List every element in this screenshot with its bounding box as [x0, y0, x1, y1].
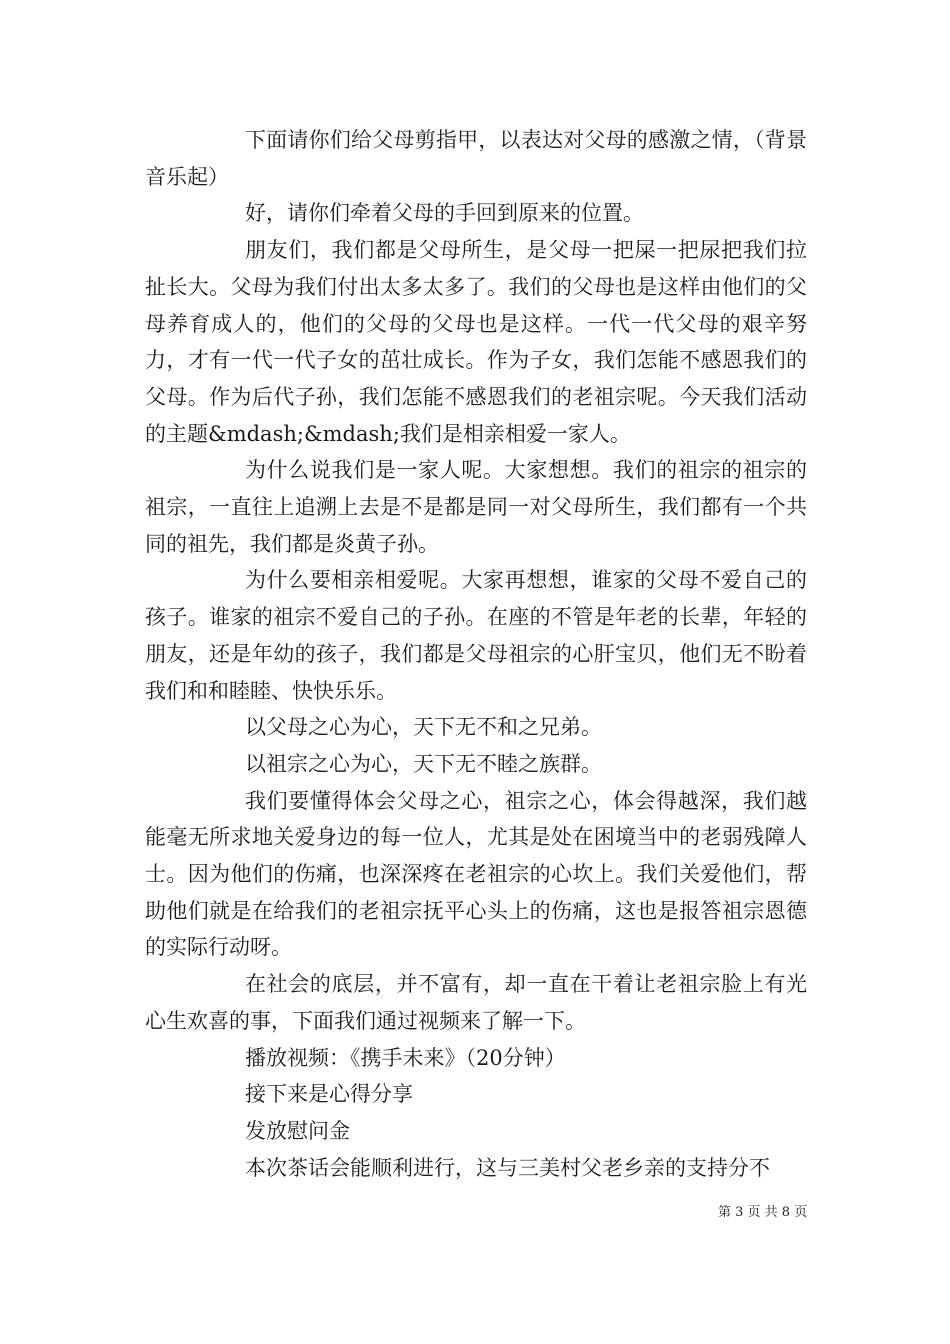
page-number-footer: 第 3 页 共 8 页: [718, 1205, 808, 1220]
paragraph: 本次茶话会能顺利进行，这与三美村父老乡亲的支持分不: [245, 1155, 770, 1180]
paragraph: 下面请你们给父母剪指甲，以表达对父母的感激之情，（背景音乐起）: [145, 128, 807, 189]
paragraph: 朋友们，我们都是父母所生，是父母一把屎一把尿把我们拉扯长大。父母为我们付出太多太多了。我们的父母也是这样由他们的父母养育成人的，他们的父母的父母也是这样。一代一代父母的艰辛努力，才有一代一代子女的茁壮成长。作为子女，我们怎能不感恩我们的父母。作为后代子孙，我们怎能不感恩我们的老祖宗呢。今天我们活动的主题&mdash;&mdash;我们是相亲相爱一家人。: [145, 238, 807, 446]
paragraph: 以父母之心为心，天下无不和之兄弟。: [245, 715, 602, 740]
paragraph: 为什么要相亲相爱呢。大家再想想，谁家的父母不爱自己的孩子。谁家的祖宗不爱自己的子孙。在座的不管是年老的长辈，年轻的朋友，还是年幼的孩子，我们都是父母祖宗的心肝宝贝，他们无不盼着我们和和睦睦、快快乐乐。: [145, 568, 807, 703]
paragraph: 好，请你们牵着父母的手回到原来的位置。: [245, 201, 644, 226]
paragraph: 播放视频：《携手未来》（20分钟）: [245, 1045, 566, 1070]
paragraph: 我们要懂得体会父母之心，祖宗之心，体会得越深，我们越能毫无所求地关爱身边的每一位人，尤其是处在困境当中的老弱残障人士。因为他们的伤痛，也深深疼在老祖宗的心坎上。我们关爱他们，帮助他们就是在给我们的老祖宗抚平心头上的伤痛，这也是报答祖宗恩德的实际行动呀。: [145, 788, 807, 960]
paragraph: 在社会的底层，并不富有，却一直在干着让老祖宗脸上有光心生欢喜的事，下面我们通过视频来了解一下。: [145, 972, 807, 1033]
paragraph: 为什么说我们是一家人呢。大家想想。我们的祖宗的祖宗的祖宗，一直往上追溯上去是不是都是同一对父母所生，我们都有一个共同的祖先，我们都是炎黄子孙。: [145, 458, 807, 556]
paragraph: 发放慰问金: [245, 1118, 350, 1143]
document-body: [145, 122, 807, 1186]
paragraph: 接下来是心得分享: [245, 1082, 413, 1107]
paragraph: 以祖宗之心为心，天下无不睦之族群。: [245, 751, 602, 776]
